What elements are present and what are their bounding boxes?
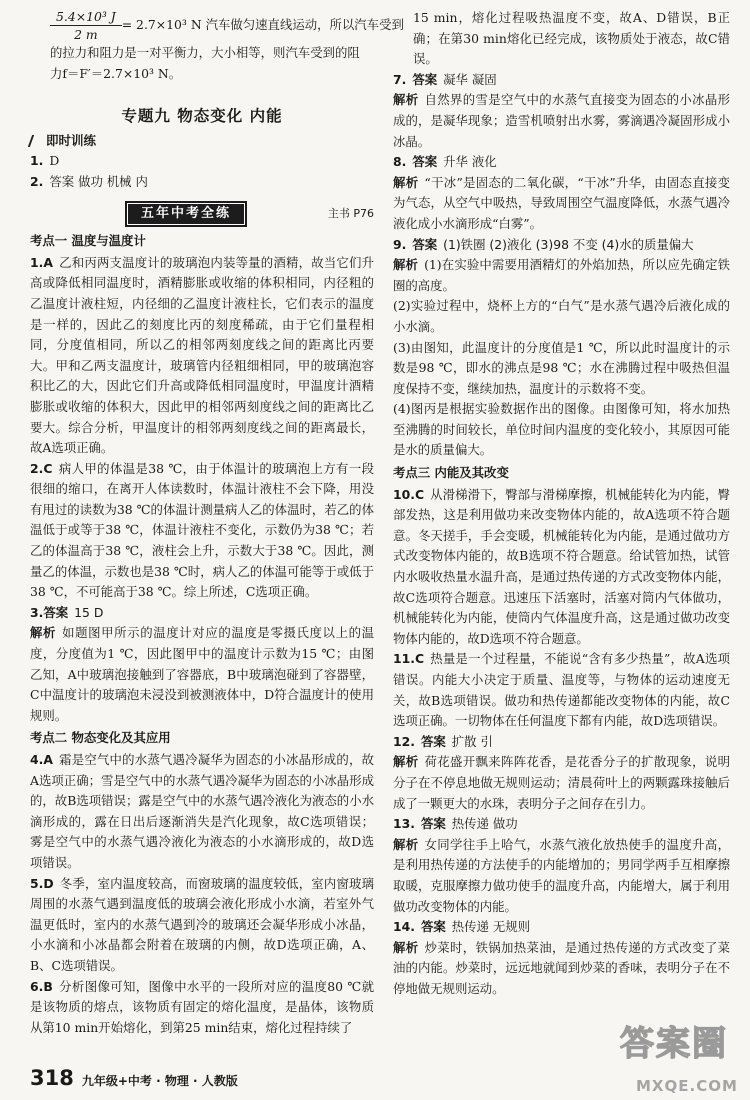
practice-heading [30,131,374,152]
main-book-ref: 主书 P76 [327,206,374,220]
answer-item: 10.C 从滑梯滑下，臀部与滑梯摩擦，机械能转化为内能，臀部发热，这是利用做功来改变物体内能的，故A选项不符合题意。冬天搓手，手会变暖，机械能转化为内能，是通过做功方式改变物体内能的，故B选项不符合题意。给试管加热，试管内水吸收热量水温升高，是通过热传递的方式改变物体内能，故C选项符合题意。迅速压下活塞时，活塞对筒内气体做功，机械能转化为内能，使筒内气体温度升高，这是通过做功改变物体内能的，故D选项不符合题意。 [393,486,730,646]
answer-item: 5.D 冬季，室内温度较高，而窗玻璃的温度较低，室内窗玻璃周围的水蒸气遇到温度低的玻璃会液化形成小水滴，若室外气温更低时，室内的水蒸气遇到冷的玻璃还会凝华形成小冰晶，小水滴和小冰晶都会附着在玻璃的内侧，故D选项正确，A、B、C选项错误。 [30,875,374,973]
page-footer [30,1068,238,1092]
answer-item: 12. 答案 扩散 引 [393,733,493,749]
answer-item: 8. 答案 升华 液化 [393,154,497,170]
continued-line-2: 力f＝F′＝2.7×10³ N。 [50,65,182,81]
topic-heading-1: 考点一 温度与温度计 [30,233,146,249]
right-column [393,8,730,1000]
section-title: 专题九 物态变化 内能 [121,107,283,126]
watermark-logo [616,1024,746,1096]
topic-heading-2: 考点二 物态变化及其应用 [30,730,171,746]
answer-item: 13. 答案 热传递 做功 [393,816,518,832]
answer-item: 1.A 乙和丙两支温度计的玻璃泡内装等量的酒精，故当它们升高或降低相同温度时，酒精膨胀或收缩的体积相同，内径粗的乙温度计液柱短，内径细的乙温度计液柱长，它们表示的温度是一样的，因此乙的刻度比丙的刻度稀疏，由于它们量程相同，分度值相同，所以乙的相邻两刻度线之间的距离比丙要大。甲和乙两支温度计，玻璃管内径粗细相同，甲的玻璃泡容积比乙的大，因此它们升高或降低相同温度时，甲温度计酒精膨胀或收缩的体积大，因此甲的相邻两刻度线之间的距离比乙要大。综合分析，甲温度计的相邻两刻度线之间的距离最长，故A选项正确。 [30,254,374,456]
explanation: 解析 “干冰”是固态的二氧化碳，“干冰”升华，由固态直接变为气态，从空气中吸热，导致周围空气温度降低，水蒸气遇冷液化成小水滴形成“白雾”。 [393,174,731,231]
book-info: 九年级+中考 · 物理 · 人教版 [81,1074,238,1088]
fraction [50,8,122,43]
answer-item: 4.A 霜是空气中的水蒸气遇冷凝华为固态的小冰晶形成的，故A选项正确；雪是空气中的水蒸气遇冷凝华为固态的小冰晶形成的，故B选项错误；露是空气中的水蒸气遇冷液化为液态的小水滴形成的，露在日出后逐渐消失是汽化现象，故C选项错误；雾是空气中的水蒸气遇冷液化为液态的小水滴形成的，故D选项错误。 [30,752,374,870]
answer-item: 6.B 分析图像可知，图像中水平的一段所对应的温度80 ℃就是该物质的熔点，该物质有固定的熔化温度，是晶体，该物质从第10 min开始熔化，到第25 min结束，熔化过程持续了 [30,978,374,1035]
practice-label: 即时训练 [46,132,97,148]
answer-item: 7. 答案 凝华 凝固 [393,71,497,87]
left-column [30,8,404,1038]
exam-banner: 五年中考全练 [125,201,247,228]
topic-heading-3: 考点三 内能及其改变 [393,465,509,481]
practice-item-2: 2. 答案 做功 机械 内 [30,173,148,189]
page-number: 318 [30,1066,74,1090]
explanation: 解析 (1)在实验中需要用酒精灯的外焰加热，所以应先确定铁圈的高度。 [393,257,730,293]
explanation-part: (2)实验过程中，烧杯上方的“白气”是水蒸气遇冷后液化成的小水滴。 [393,298,730,334]
answer-item: 2.C 病人甲的体温是38 ℃，由于体温计的玻璃泡上方有一段很细的缩口，在离开人体读数时，体温计液柱不会下降，用没有甩过的读数为38 ℃的体温计测量病人乙的体温时，若乙的体温低于或等于38 ℃，体温计液柱不变化，示数仍为38 ℃；若乙的体温高于38 ℃，液柱会上升，示数大于38 ℃。因此，测量乙的体温，示数也是38 ℃时，病人乙的体温可能等于或低于38 ℃，不可能高于38 ℃。综上所述，C选项正确。 [30,460,374,600]
continued-line-1: 的拉力和阻力是一对平衡力，大小相等，则汽车受到的阻 [50,45,360,60]
watermark-url: MXQE.COM [636,1077,738,1095]
fraction-numerator: 5.4×10³ J [50,8,122,26]
explanation: 解析 如题图甲所示的温度计对应的温度是零摄氏度以上的温度，分度值为1 ℃，因此图甲中的温度计示数为15 ℃；由图乙知，A中玻璃泡接触到了容器底，B中玻璃泡碰到了容器壁，C中温度计的玻璃泡未浸没到被测液体中，D符合温度计的使用规则。 [30,625,375,723]
explanation-part: (4)图丙是根据实验数据作出的图像。由图像可知，将水加热至沸腾的时间较长，单位时间内温度的变化较小，其原因可能是水的质量偏大。 [393,401,730,458]
answer-item: 3.答案 15 D [30,604,104,620]
explanation-part: (3)由图知，此温度计的分度值是1 ℃，所以此时温度计的示数是98 ℃，即水的沸点是98 ℃；水在沸腾过程中吸热但温度保持不变，继续加热，温度计的示数将不变。 [393,339,730,396]
explanation: 解析 荷花盛开飘来阵阵花香，是花香分子的扩散现象，说明分子在不停息地做无规则运动；清晨荷叶上的两颗露珠接触后成了一颗更大的水珠，表明分子之间存在引力。 [393,754,731,811]
explanation: 解析 自然界的雪是空气中的水蒸气直接变为固态的小冰晶形成的，是凝华现象；造雪机喷射出水雾，雾滴遇冷凝固形成小冰晶。 [393,92,731,149]
explanation: 解析 女同学往手上哈气，水蒸气液化放热使手的温度升高，是利用热传递的方法使手的内能增加的；男同学两手互相摩擦取暖，克服摩擦力做功使手的温度升高，内能增大，属于利用做功改变物体的内能。 [393,836,731,914]
formula-line [30,8,404,43]
continued-text: 15 min，熔化过程吸热温度不变，故A、D错误，B正确；在第30 min熔化已经完成，该物质处于液态，故C错误。 [413,10,730,67]
formula-tail: = 2.7×10³ N 汽车做匀速直线运动，所以汽车受到 [121,17,404,32]
explanation: 解析 炒菜时，铁锅加热菜油，是通过热传递的方式改变了菜油的内能。炒菜时，远远地就闻到炒菜的香味，表明分子在不停地做无规则运动。 [393,939,731,996]
fraction-denominator: 2 m [74,27,98,42]
answer-item: 9. 答案 (1)铁圈 (2)液化 (3)98 不变 (4)水的质量偏大 [393,236,694,252]
watermark-text: 答案圈 [620,1024,728,1064]
banner-row [30,201,374,228]
practice-item-1: 1. D [30,153,60,169]
answer-item: 11.C 热量是一个过程量，不能说“含有多少热量”，故A选项错误。内能大小决定于质量、温度等，与物体的运动速度无关，故B选项错误。做功和热传递都能改变物体的内能，故C选项正确。一切物体在任何温度下都有内能，故D选项错误。 [393,651,730,729]
pen-icon [28,135,44,147]
answer-item: 14. 答案 热传递 无规则 [393,919,531,935]
